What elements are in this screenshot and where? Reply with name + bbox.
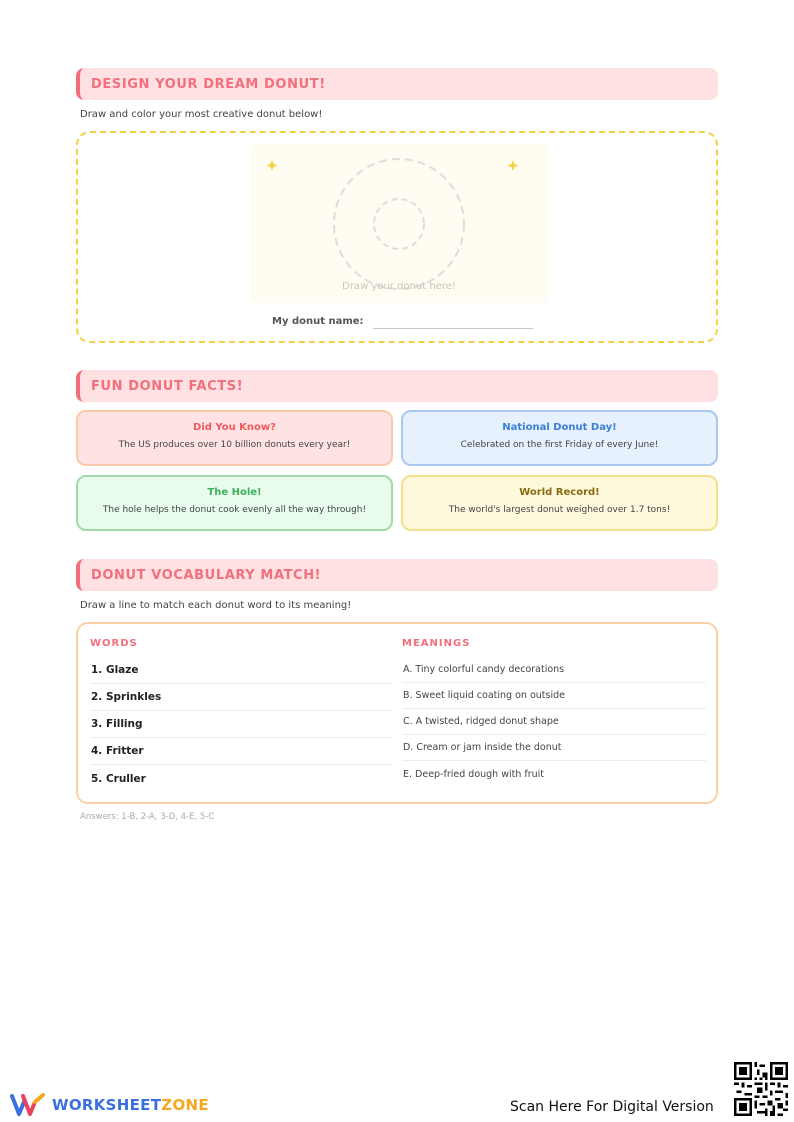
section-header-facts [76,370,718,402]
word-item[interactable]: 5. Cruller [91,772,146,785]
word-list [90,657,392,792]
fact-text: The world's largest donut weighed over 1.7 tons! [448,505,671,515]
fact-card [76,410,393,466]
meaning-item[interactable]: A. Tiny colorful candy decorations [402,657,706,683]
worksheetzone-logo[interactable] [10,1092,209,1118]
logo-text [52,1096,209,1114]
vocab-match-box [76,622,718,804]
answer-key: Answers: 1-B, 2-A, 3-D, 4-E, 5-C [80,812,215,822]
words-header: WORDS [90,638,138,649]
word-item[interactable]: 4. Fritter [90,738,392,765]
section-title: DESIGN YOUR DREAM DONUT! [91,76,326,92]
donut-name-label: My donut name: [272,316,364,327]
drawing-canvas[interactable] [250,143,548,303]
fact-card [401,475,718,531]
fact-text: Celebrated on the first Friday of every June! [460,440,659,450]
draw-box [76,131,718,343]
design-instruction: Draw and color your most creative donut below! [80,109,323,120]
vocab-instruction: Draw a line to match each donut word to its meaning! [80,600,352,611]
fact-title: National Donut Day! [502,422,617,433]
word-item[interactable]: 1. Glaze [90,657,392,684]
sparkle-icon [508,160,519,171]
logo-w-icon [10,1092,46,1118]
sparkle-icon [267,160,278,171]
meaning-item[interactable]: B. Sweet liquid coating on outside [402,683,706,709]
fact-text: The hole helps the donut cook evenly all the way through! [102,505,367,515]
logo-text-part2: ZONE [161,1096,209,1114]
word-item[interactable]: 2. Sprinkles [90,684,392,711]
fact-card [401,410,718,466]
fact-card [76,475,393,531]
section-header-vocab [76,559,718,591]
donut-name-field[interactable] [373,328,533,329]
qr-code-icon[interactable] [734,1062,788,1116]
word-item[interactable]: 3. Filling [90,711,392,738]
canvas-label: Draw your donut here! [342,281,456,292]
meanings-header: MEANINGS [402,638,471,649]
donut-name-row [272,314,533,329]
meaning-list [402,657,706,787]
fact-title: Did You Know? [193,422,276,433]
logo-text-part1: WORKSHEET [52,1096,162,1114]
fact-title: The Hole! [207,487,262,498]
section-title: DONUT VOCABULARY MATCH! [91,567,322,583]
meaning-item[interactable]: E. Deep-fried dough with fruit [403,768,545,780]
donut-outline-icon [250,143,548,303]
fact-title: World Record! [519,487,600,498]
section-header-design [76,68,718,100]
section-title: FUN DONUT FACTS! [91,378,244,394]
fact-text: The US produces over 10 billion donuts every year! [118,440,351,450]
meaning-item[interactable]: C. A twisted, ridged donut shape [402,709,706,735]
meaning-item[interactable]: D. Cream or jam inside the donut [402,735,706,761]
scan-text: Scan Here For Digital Version [510,1099,714,1115]
